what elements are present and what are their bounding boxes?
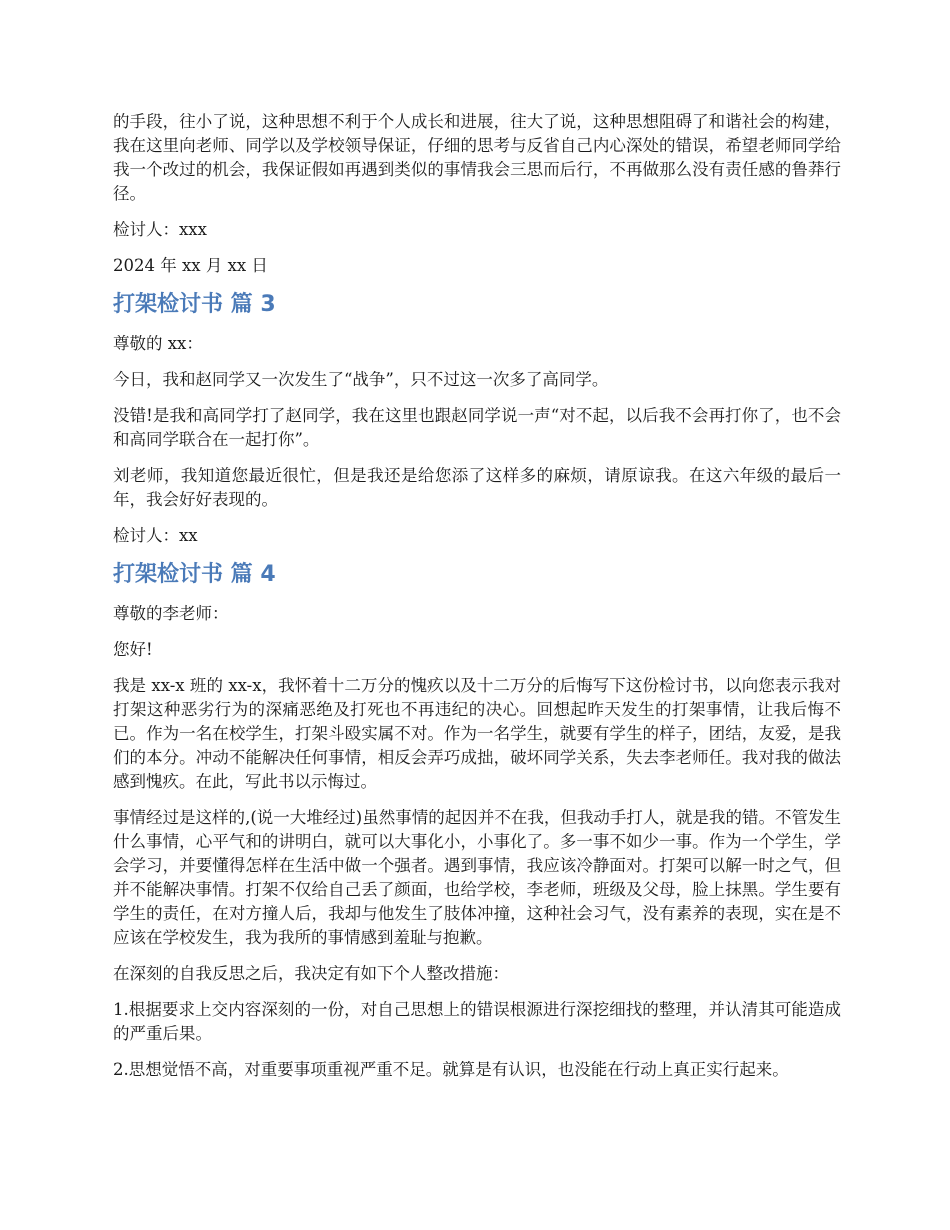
section-heading-3: 打架检讨书 篇 3 — [113, 292, 276, 317]
paragraph: 今日，我和赵同学又一次发生了“战争”，只不过这一次多了高同学。 — [113, 370, 609, 389]
paragraph: 刘老师，我知道您最近很忙，但是我还是给您添了这样多的麻烦，请原谅我。在这六年级的最后一年，我会好好表现的。 — [113, 466, 841, 509]
salutation: 尊敬的 xx： — [113, 334, 203, 353]
paragraph: 在深刻的自我反思之后，我决定有如下个人整改措施： — [113, 964, 509, 983]
section-heading-4: 打架检讨书 篇 4 — [113, 562, 276, 587]
paragraph: 事情经过是这样的,(说一大堆经过)虽然事情的起因并不在我，但我动手打人，就是我的错。不管发生什么事情，心平气和的讲明白，就可以大事化小，小事化了。多一事不如少一事。作为一个学生，学会学习，并要懂得怎样在生活中做一个强者。遇到事情，我应该冷静面对。打架可以解一时之气，但并不能解决事情。打架不仅给自己丢了颜面，也给学校，李老师，班级及父母，脸上抹黑。学生要有学生的责任，在对方撞人后，我却与他发生了肢体冲撞，这种社会习气，没有素养的表现，实在是不应该在学校发生，我为我所的事情感到羞耻与抱歉。 — [113, 808, 841, 947]
paragraph: 的手段，往小了说，这种思想不利于个人成长和进展，往大了说，这种思想阻碍了和谐社会的构建，我在这里向老师、同学以及学校领导保证，仔细的思考与反省自己内心深处的错误，希望老师同学给我一个改过的机会，我保证假如再遇到类似的事情我会三思而后行，不再做那么没有责任感的鲁莽行径。 — [113, 112, 841, 203]
list-item: 2.思想觉悟不高，对重要事项重视严重不足。就算是有认识，也没能在行动上真正实行起来。 — [113, 1060, 789, 1079]
paragraph: 我是 xx-x 班的 xx-x，我怀着十二万分的愧疚以及十二万分的后悔写下这份检讨书，以向您表示我对打架这种恶劣行为的深痛恶绝及打死也不再违纪的决心。回想起昨天发生的打架事情，让我后悔不已。作为一名在校学生，打架斗殴实属不对。作为一名学生，就要有学生的样子，团结，友爱，是我们的本分。冲动不能解决任何事情，相反会弄巧成拙，破坏同学关系，失去李老师任。我对我的做法感到愧疚。在此，写此书以示悔过。 — [113, 676, 841, 791]
greeting: 您好! — [113, 640, 153, 659]
salutation: 尊敬的李老师： — [113, 604, 229, 623]
date-line: 2024 年 xx 月 xx 日 — [113, 256, 268, 275]
paragraph: 没错!是我和高同学打了赵同学，我在这里也跟赵同学说一声“对不起，以后我不会再打你了，也不会和高同学联合在一起打你”。 — [113, 406, 841, 449]
signature-line: 检讨人：xxx — [113, 220, 207, 239]
signature-line: 检讨人：xx — [113, 526, 198, 545]
list-item: 1.根据要求上交内容深刻的一份，对自己思想上的错误根源进行深挖细找的整理，并认清其可能造成的严重后果。 — [113, 1000, 841, 1043]
document-body — [113, 110, 841, 1094]
